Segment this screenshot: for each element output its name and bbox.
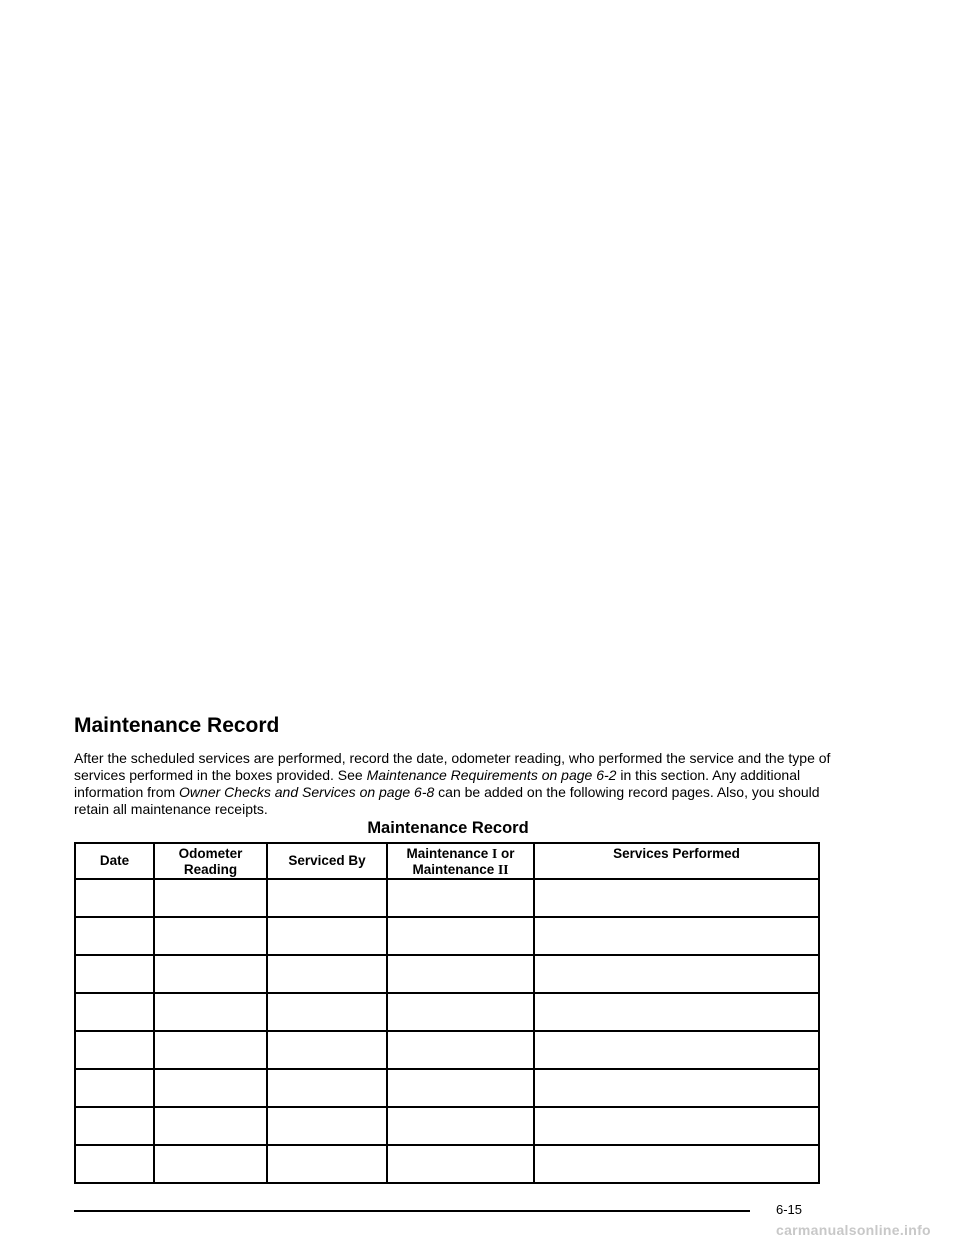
header-maintenance-type — [387, 843, 534, 879]
header-maintenance-roman-one: I — [492, 846, 498, 861]
table-title: Maintenance Record — [367, 819, 529, 837]
cell-odometer[interactable] — [154, 1145, 267, 1183]
table-row — [75, 955, 819, 993]
cell-serviced-by[interactable] — [267, 1107, 387, 1145]
cell-serviced-by[interactable] — [267, 1145, 387, 1183]
header-maintenance-line1-prefix: Maintenance — [406, 846, 492, 861]
cell-services-performed[interactable] — [534, 1107, 819, 1145]
cell-odometer[interactable] — [154, 917, 267, 955]
cell-serviced-by[interactable] — [267, 993, 387, 1031]
header-serviced-by: Serviced By — [267, 843, 387, 879]
owner-checks-reference: Owner Checks and Services on page 6-8 — [179, 784, 435, 800]
table-body — [75, 879, 819, 1183]
cell-maintenance-type[interactable] — [387, 879, 534, 917]
maintenance-record-table — [74, 842, 820, 1184]
cell-odometer[interactable] — [154, 955, 267, 993]
cell-services-performed[interactable] — [534, 879, 819, 917]
table-row — [75, 1069, 819, 1107]
table-row — [75, 1107, 819, 1145]
watermark: carmanualsonline.info — [776, 1222, 931, 1238]
table-row — [75, 917, 819, 955]
cell-date[interactable] — [75, 993, 154, 1031]
cell-services-performed[interactable] — [534, 955, 819, 993]
cell-maintenance-type[interactable] — [387, 917, 534, 955]
table-row — [75, 1145, 819, 1183]
header-maintenance-line2-prefix: Maintenance — [412, 862, 498, 877]
cell-odometer[interactable] — [154, 1069, 267, 1107]
cell-services-performed[interactable] — [534, 1031, 819, 1069]
cell-maintenance-type[interactable] — [387, 1069, 534, 1107]
header-odometer-line2: Reading — [183, 862, 238, 877]
table-row — [75, 879, 819, 917]
table-row — [75, 1031, 819, 1069]
maintenance-requirements-reference: Maintenance Requirements on page 6-2 — [366, 767, 617, 783]
cell-serviced-by[interactable] — [267, 1031, 387, 1069]
header-odometer-line1: Odometer — [178, 846, 243, 861]
footer-rule — [74, 1210, 750, 1212]
header-services-performed: Services Performed — [534, 843, 819, 879]
header-maintenance-roman-two: II — [498, 862, 509, 877]
cell-maintenance-type[interactable] — [387, 993, 534, 1031]
section-title: Maintenance Record — [74, 714, 280, 737]
cell-serviced-by[interactable] — [267, 1069, 387, 1107]
header-date: Date — [75, 843, 154, 879]
cell-maintenance-type[interactable] — [387, 1031, 534, 1069]
cell-odometer[interactable] — [154, 993, 267, 1031]
intro-paragraph — [74, 750, 834, 818]
cell-date[interactable] — [75, 1069, 154, 1107]
cell-maintenance-type[interactable] — [387, 955, 534, 993]
cell-services-performed[interactable] — [534, 993, 819, 1031]
table-row — [75, 993, 819, 1031]
intro-text-1: After the scheduled services are performed, record the date, odometer reading, who performed the service and the type of services performed in the boxes provided. See — [74, 750, 831, 783]
cell-date[interactable] — [75, 1107, 154, 1145]
intro-text-2: in this section. Any additional information from — [74, 767, 801, 800]
page-number: 6-15 — [776, 1202, 803, 1217]
cell-services-performed[interactable] — [534, 1069, 819, 1107]
cell-date[interactable] — [75, 917, 154, 955]
intro-text-3: can be added on the following record pages. Also, you should retain all maintenance receipts. — [74, 784, 820, 817]
header-maintenance-line1-suffix: or — [497, 846, 515, 861]
cell-odometer[interactable] — [154, 879, 267, 917]
table-header-row — [75, 843, 819, 879]
cell-services-performed[interactable] — [534, 1145, 819, 1183]
cell-serviced-by[interactable] — [267, 955, 387, 993]
cell-maintenance-type[interactable] — [387, 1107, 534, 1145]
cell-serviced-by[interactable] — [267, 917, 387, 955]
cell-maintenance-type[interactable] — [387, 1145, 534, 1183]
cell-services-performed[interactable] — [534, 917, 819, 955]
cell-date[interactable] — [75, 879, 154, 917]
cell-date[interactable] — [75, 955, 154, 993]
header-odometer-reading — [154, 843, 267, 879]
cell-date[interactable] — [75, 1031, 154, 1069]
cell-odometer[interactable] — [154, 1031, 267, 1069]
cell-odometer[interactable] — [154, 1107, 267, 1145]
cell-date[interactable] — [75, 1145, 154, 1183]
cell-serviced-by[interactable] — [267, 879, 387, 917]
